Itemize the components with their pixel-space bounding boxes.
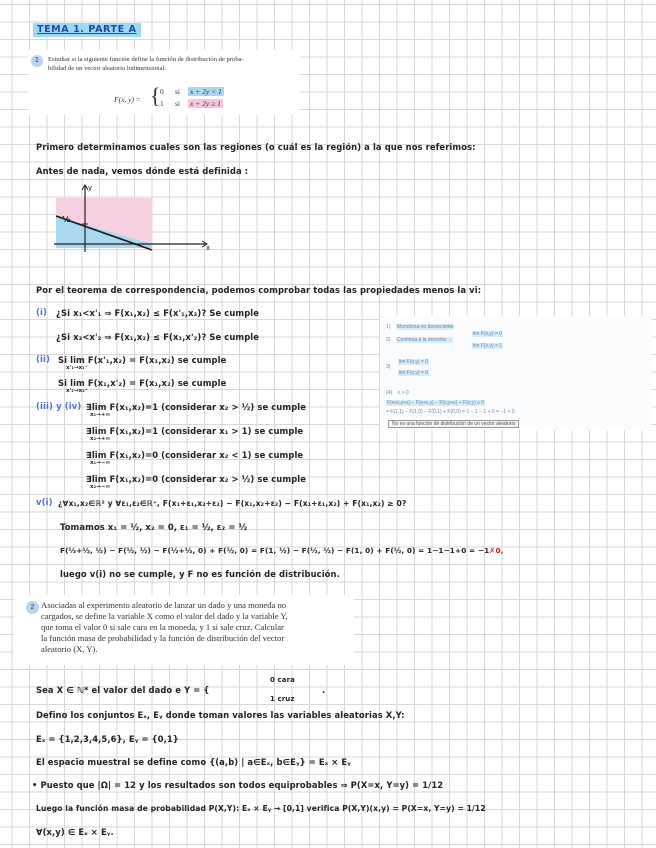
question-2-box [14, 595, 354, 665]
property-iii-iv-label: (iii) y (iv) [36, 402, 82, 412]
summary-3-b: lim F(x,y) = 0 [399, 370, 429, 376]
notes-sample-space: El espacio muestral se define como {(a,b) | a∈Eₓ, b∈Eᵧ} = Eₓ × Eᵧ [36, 757, 351, 767]
notes-defined-line: Antes de nada, vemos dónde está definida : [36, 166, 249, 176]
property-iii-line-1: ∃lim F(x₁,x₂)=1 (considerar x₂ > ½) se cumple [86, 402, 307, 412]
summary-1-num: 1) [386, 324, 391, 330]
question-2-number: 2 [26, 601, 39, 614]
property-ii-line-1: Si lim F(x'₁,x₂) = F(x₁,x₂) se cumple [58, 355, 227, 365]
graph-y-label: y [88, 184, 93, 192]
formula-case-2-value: 1 [160, 99, 164, 108]
calculation-cross-mark: ✗0, [489, 546, 504, 555]
question-2-line-1: Asociadas al experimento aleatorio de lanzar un dado y una moneda no [41, 600, 287, 610]
property-ii-sub-2: x'₂→x₂⁺ [66, 388, 88, 394]
question-1-text-line-1: Estudiar si la siguiente función define la función de distribución de proba- [48, 56, 244, 63]
formula-lhs: F(x, y) = [114, 95, 141, 104]
summary-2-num: 2) [386, 337, 391, 343]
question-2-line-3: que toma el valor 0 si sale cara en la moneda, y 1 si sale cruz. Calcular [41, 622, 284, 632]
notes-for-all: ∀(x,y) ∈ Eₓ × Eᵧ. [36, 827, 114, 837]
formula-case-1-value: 0 [160, 87, 164, 96]
summary-4-line-2: = F(1,1) − F(1,0) − F(0,1) + F(0,0) = 1 − 1 − 1 + 0 = −1 < 0 [386, 409, 515, 415]
property-ii-line-2: Si lim F(x₁,x'₂) = F(x₁,x₂) se cumple [58, 378, 227, 388]
conclusion-line: luego v(i) no se cumple, y F no es función de distribución. [60, 569, 340, 579]
summary-3-a: lim F(x,y) = 0 [399, 359, 429, 365]
page-title: TEMA 1. PARTE A [33, 23, 141, 37]
calculation-text: F(½+½, ½) − F(½, ½) − F(½+½, 0) + F(½, 0) = F(1, ½) − F(½, ½) − F(1, 0) + F(½, 0) = 1−1−1+0 = −1 [60, 546, 490, 555]
formula-brace: { [150, 83, 161, 108]
property-iii-line-3: ∃lim F(x₁,x₂)=0 (considerar x₂ < 1) se cumple [86, 450, 304, 460]
summary-1-text: Monótona no decreciente [397, 324, 454, 330]
summary-4-line-1: F(x+ε,y+ε) − F(x+ε,y) − F(x,y+ε) + F(x,y) ≥ 0 [387, 400, 485, 406]
formula-case-1-condition: x + 2y < 1 [190, 87, 222, 96]
property-i-line-1: ¿Si x₁<x'₁ ⇒ F(x₁,x₂) ≤ F(x'₁,x₂)? Se cumple [56, 308, 260, 318]
formula-case-2-si: si [175, 99, 181, 108]
take-values-line: Tomamos x₁ = ½, x₂ = 0, ε₁ = ½, ε₂ = ½ [60, 522, 248, 532]
region-graph [52, 180, 212, 260]
notes-y-case-0: 0 cara [270, 676, 295, 684]
property-iii-sub-3: x₁→−∞ [90, 460, 111, 466]
question-1-text-line-2: bilidad de un vector aleatorio bidimensional: [48, 65, 167, 72]
property-iii-sub-4: x₂→−∞ [90, 484, 111, 490]
graph-tick-label: ½ [62, 215, 71, 224]
property-ii-sub-1: x'₁→x₁⁺ [66, 365, 88, 371]
property-ii-label: (ii) [36, 355, 50, 365]
question-2-line-2: cargados, se define la variable X como el valor del dado y la variable Y, [41, 611, 288, 621]
summary-box [380, 316, 652, 430]
property-iii-sub-2: x₂→+∞ [90, 436, 111, 442]
summary-2-a: lim F(x,y) = 0 [473, 331, 503, 337]
property-i-label: (i) [36, 308, 47, 318]
summary-2-text: Continua a la derecha → [397, 337, 453, 343]
property-vi-label: v(i) [36, 498, 53, 508]
notes-theorem-intro: Por el teorema de correspondencia, podemos comprobar todas las propiedades menos la vi: [36, 285, 482, 295]
question-2-line-4: la función masa de probabilidad y la función de distribución del vector [41, 633, 285, 643]
summary-4-text: ε > 0 [398, 390, 409, 396]
property-iii-line-2: ∃lim F(x₁,x₂)=1 (considerar x₁ > 1) se cumple [86, 426, 304, 436]
notes-sets-values: Eₓ = {1,2,3,4,5,6}, Eᵧ = {0,1} [36, 734, 179, 744]
question-2-line-5: aleatorio (X, Y). [41, 644, 98, 654]
notes-equiprobable: • Puesto que |Ω| = 12 y los resultados son todos equiprobables ⇒ P(X=x, Y=y) = 1/12 [32, 780, 444, 790]
notes-define-sets: Defino los conjuntos Eₓ, Eᵧ donde toman valores las variables aleatorias X,Y: [36, 710, 405, 720]
property-i-line-2: ¿Si x₂<x'₂ ⇒ F(x₁,x₂) ≤ F(x₁,x'₂)? Se cumple [56, 332, 260, 342]
notes-y-end: . [322, 685, 326, 695]
formula-case-1-si: si [175, 87, 181, 96]
notes-mass-function: Luego la función masa de probabilidad P(X,Y): Eₓ × Eᵧ → [0,1] verifica P(X,Y)(x,y) = P(X=x, Y=y) = 1/12 [36, 804, 486, 813]
question-1-number: 1 [31, 55, 43, 67]
notes-define-variables: Sea X ∈ ℕ* el valor del dado e Y = { [36, 685, 210, 695]
property-iii-sub-1: x₁→+∞ [90, 412, 111, 418]
summary-4-num: (4) [386, 390, 393, 396]
notes-y-case-1: 1 cruz [270, 695, 295, 703]
calculation-line [60, 545, 504, 556]
summary-3-num: 3) [386, 364, 391, 370]
summary-2-b: lim F(x,y) = 1 [473, 343, 503, 349]
question-1-box [28, 50, 300, 115]
notes-regions-line: Primero determinamos cuales son las regiones (o cuál es la región) a la que nos referimos: [36, 142, 476, 152]
property-iii-line-4: ∃lim F(x₁,x₂)=0 (considerar x₂ > ½) se cumple [86, 474, 307, 484]
property-vi-line: ¿∀x₁,x₂∈ℝ² y ∀ε₁,ε₂∈ℝ⁺, F(x₁+ε₁,x₂+ε₂) − F(x₁,x₂+ε₂) − F(x₁+ε₁,x₂) + F(x₁,x₂) ≥ 0? [58, 499, 407, 508]
graph-x-label: x [206, 244, 211, 252]
summary-caption: No es una función de distribución de un vector aleatorio [388, 420, 519, 428]
formula-case-2-condition: x + 2y ≥ 1 [190, 99, 221, 108]
